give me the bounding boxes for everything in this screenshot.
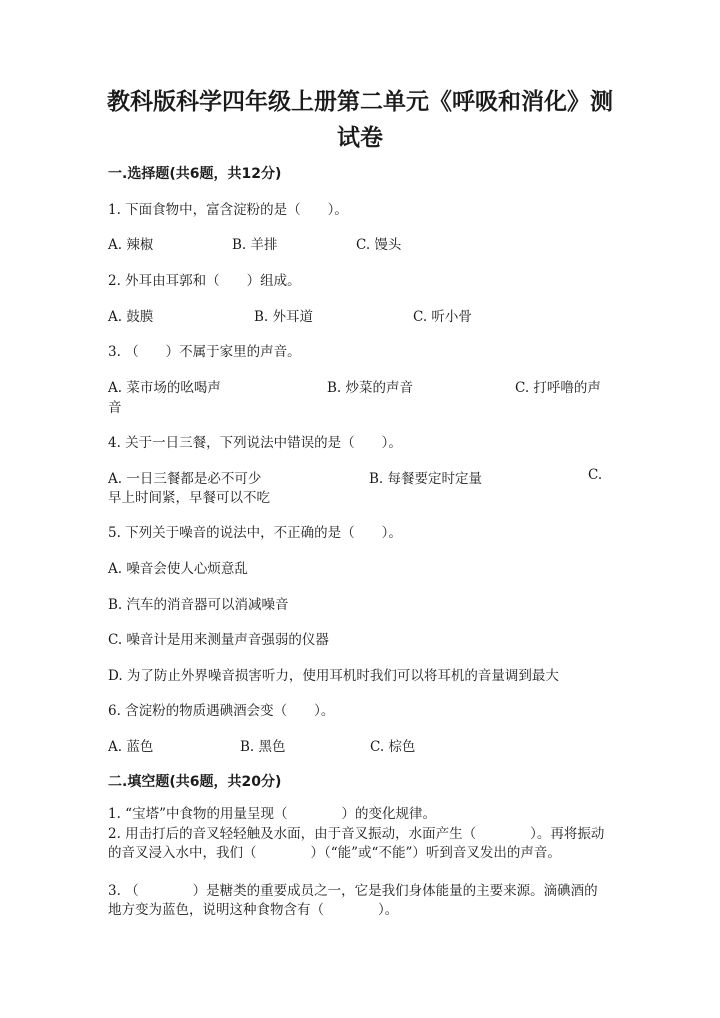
- question-option: C. 打呼噜的声: [515, 380, 601, 396]
- question-option: B. 羊排: [232, 237, 278, 253]
- question-stem: 2. 外耳由耳郭和（ ）组成。: [108, 273, 301, 289]
- fill-question: 2. 用击打后的音叉轻轻触及水面，由于音叉振动，水面产生（ ）。再将振动的音叉浸入水中，我们（ ）（“能”或“不能”）听到音叉发出的声音。: [108, 826, 605, 861]
- section-heading-choice: 一.选择题(共6题，共12分): [108, 166, 282, 182]
- question-option: B. 汽车的消音器可以消减噪音: [108, 597, 289, 613]
- question-option: B. 每餐要定时定量: [369, 471, 483, 487]
- page-title: 教科版科学四年级上册第二单元《呼吸和消化》测试卷: [107, 89, 613, 151]
- question-option: C. 馒头: [356, 237, 402, 253]
- question-stem: 3. （ ）不属于家里的声音。: [108, 344, 301, 360]
- question-option: A. 噪音会使人心烦意乱: [108, 561, 248, 577]
- question-option: A. 鼓膜: [108, 309, 154, 325]
- question-stem: 1. 下面食物中，富含淀粉的是（ ）。: [108, 202, 348, 218]
- question-option: C.: [588, 467, 603, 483]
- question-option: C. 噪音计是用来测量声音强弱的仪器: [108, 632, 329, 648]
- question-option: B. 炒菜的声音: [327, 380, 414, 396]
- question-option: B. 外耳道: [254, 309, 314, 325]
- question-stem: 6. 含淀粉的物质遇碘酒会变（ ）。: [108, 703, 335, 719]
- question-option: A. 菜市场的吆喝声: [108, 380, 221, 396]
- section-heading-fill: 二.填空题(共6题，共20分): [108, 774, 282, 790]
- question-option: A. 辣椒: [108, 237, 154, 253]
- question-stem: 4. 关于一日三餐，下列说法中错误的是（ ）。: [108, 435, 402, 451]
- question-option-wrap: 音: [108, 400, 122, 416]
- question-option: A. 蓝色: [108, 739, 154, 755]
- question-option-wrap: 早上时间紧，早餐可以不吃: [108, 490, 270, 506]
- question-option: A. 一日三餐都是必不可少: [108, 471, 262, 487]
- fill-question: 3. （ ）是糖类的重要成员之一，它是我们身体能量的主要来源。滴碘酒的地方变为蓝色，说明这种食物含有（ ）。: [108, 883, 598, 918]
- question-stem: 5. 下列关于噪音的说法中，不正确的是（ ）。: [108, 525, 402, 541]
- question-option: D. 为了防止外界噪音损害听力，使用耳机时我们可以将耳机的音量调到最大: [108, 668, 559, 684]
- question-option: B. 黑色: [240, 739, 286, 755]
- question-option: C. 棕色: [370, 739, 416, 755]
- fill-question: 1. “宝塔”中食物的用量呈现（ ）的变化规律。: [108, 806, 436, 822]
- question-option: C. 听小骨: [413, 309, 472, 325]
